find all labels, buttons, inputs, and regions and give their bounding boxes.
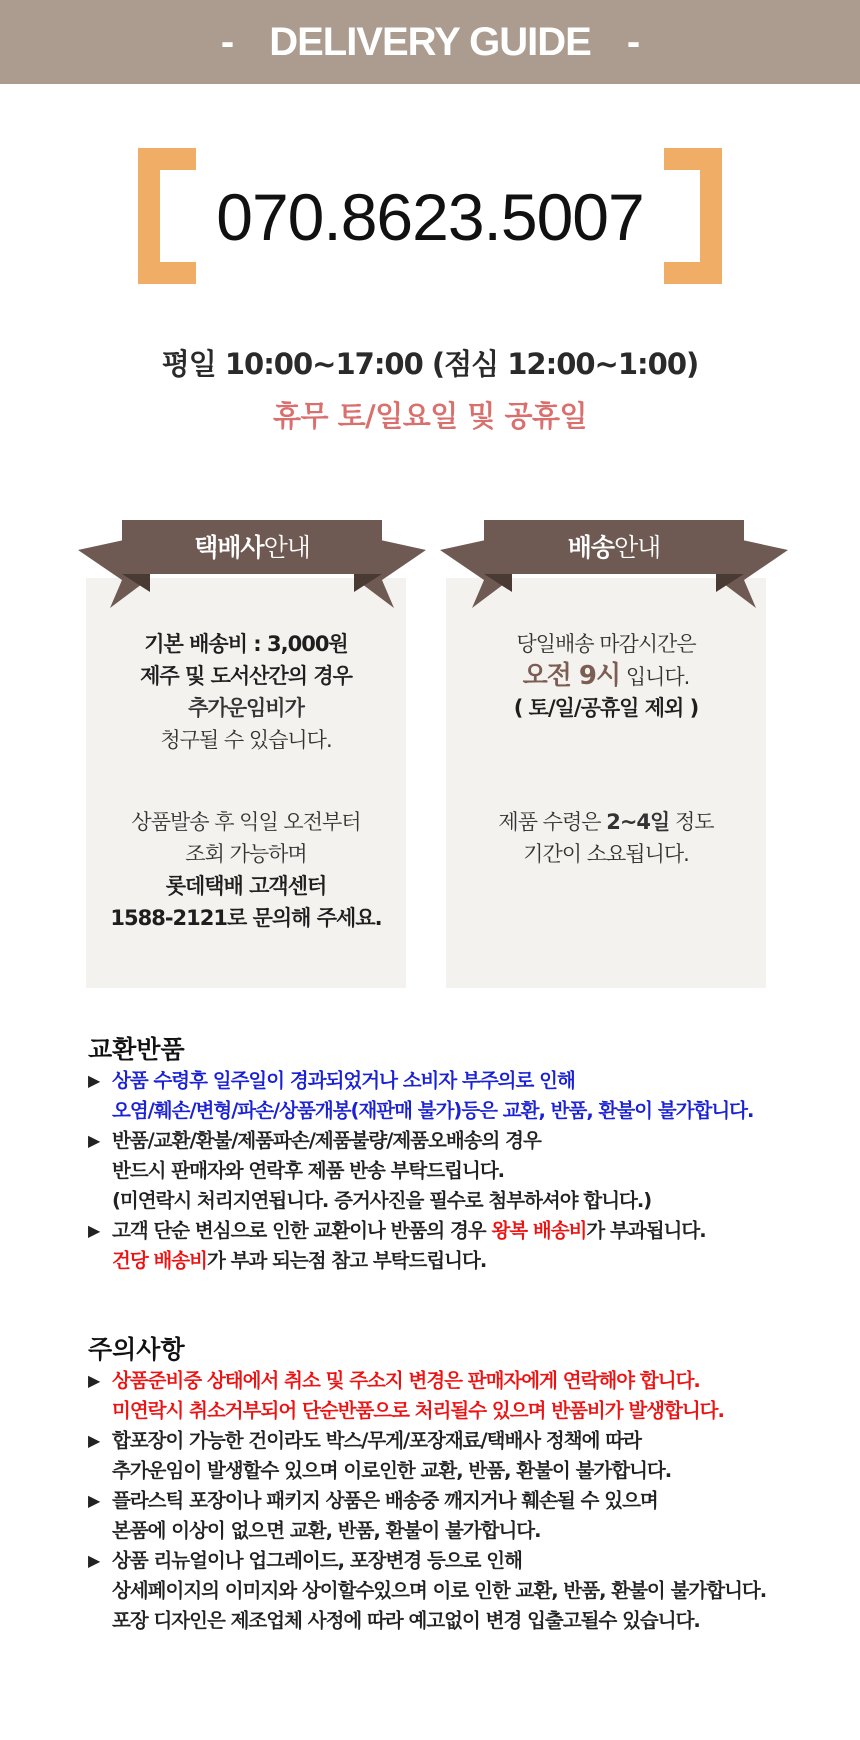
bracket-left [138, 148, 196, 284]
courier-contact: 1588-2121로 문의해 주세요. [110, 906, 382, 930]
ribbon-shape [432, 508, 796, 626]
courier-info-panel [86, 578, 406, 988]
caution-item-2-line-1: 합포장이 가능한 건이라도 박스/무게/포장재료/택배사 정책에 따라 [112, 1429, 641, 1452]
island-fee-line: 제주 및 도서산간의 경우 [140, 664, 352, 688]
exchange-item-2-line-1: 반품/교환/환불/제품파손/제품불량/제품오배송의 경우 [112, 1129, 541, 1152]
courier-ribbon-bold: 택배사 [194, 533, 264, 562]
shipping-ribbon-bold: 배송 [567, 533, 614, 562]
courier-center: 롯데택배 고객센터 [165, 874, 327, 898]
round-trip-fee: 왕복 배송비 [491, 1219, 587, 1242]
delivery-suffix: 정도 [675, 810, 714, 834]
exchange-item-2-line-2: 반드시 판매자와 연락후 제품 반송 부탁드립니다. [112, 1159, 505, 1182]
shipping-info-panel [446, 578, 766, 988]
header-title: DELIVERY GUIDE [269, 19, 591, 64]
bullet-arrow-icon: ▶ [88, 1131, 100, 1150]
delivery-guide-header [0, 0, 860, 84]
courier-ribbon-rest: 안내 [263, 533, 310, 562]
base-fee: 기본 배송비 : 3,000원 [144, 632, 348, 656]
courier-ribbon [70, 508, 434, 626]
exchange-item-3 [88, 1216, 848, 1276]
exchange-item-3-text: 고객 단순 변심으로 인한 교환이나 반품의 경우 [112, 1219, 486, 1242]
bullet-arrow-icon: ▶ [88, 1551, 100, 1570]
header-dash-left: - [220, 19, 234, 64]
bullet-arrow-icon: ▶ [88, 1431, 100, 1450]
bullet-arrow-icon: ▶ [88, 1371, 100, 1390]
shipping-ribbon-label [432, 528, 796, 564]
cutoff-time: 오전 9시 [522, 661, 621, 691]
caution-item-4-line-1: 상품 리뉴얼이나 업그레이드, 포장변경 등으로 인해 [112, 1549, 522, 1572]
extra-fee-bold: 추가운임비가 [188, 696, 304, 720]
caution-item-1-line-2: 미연락시 취소거부되어 단순반품으로 처리될수 있으며 반품비가 발생합니다. [112, 1399, 724, 1422]
caution-title: 주의사항 [88, 1335, 185, 1364]
caution-item-2 [88, 1426, 848, 1486]
exchange-item-3-line-2 [88, 1246, 848, 1276]
exchange-item-1-line-2: 오염/훼손/변형/파손/상품개봉(재판매 불가)등은 교환, 반품, 환불이 불가합니다. [112, 1099, 754, 1122]
exchange-item-3-suffix: 가 부과됩니다. [586, 1219, 706, 1242]
caution-item-4-line-3: 포장 디자인은 제조업체 사정에 따라 예고없이 변경 입출고될수 있습니다. [112, 1609, 700, 1632]
caution-item-3-line-1: 플라스틱 포장이나 패키지 상품은 배송중 깨지거나 훼손될 수 있으며 [112, 1489, 658, 1512]
header-dash-right: - [626, 19, 640, 64]
caution-item-4 [88, 1546, 848, 1636]
delivery-period-line-2: 기간이 소요됩니다. [523, 842, 689, 866]
tracking-line-1: 상품발송 후 익일 오전부터 [131, 810, 361, 834]
shipping-ribbon-rest: 안내 [614, 533, 661, 562]
ribbon-shape [70, 508, 434, 626]
bullet-arrow-icon: ▶ [88, 1221, 100, 1240]
courier-ribbon-label [70, 528, 434, 564]
caution-item-3-line-2: 본품에 이상이 없으면 교환, 반품, 환불이 불가합니다. [112, 1519, 541, 1542]
delivery-prefix: 제품 수령은 [498, 810, 601, 834]
holiday-notice: 휴무 토/일요일 및 공휴일 [272, 399, 588, 433]
exchange-item-2-line-3: (미연락시 처리지연됩니다. 증거사진을 필수로 첨부하셔야 합니다.) [112, 1189, 652, 1212]
delivery-days: 2~4일 [606, 810, 670, 834]
exchange-item-2 [88, 1126, 848, 1216]
cutoff-line: 당일배송 마감시간은 [516, 632, 696, 656]
extra-fee-line [86, 692, 406, 724]
tracking-line-2: 조회 가능하며 [185, 842, 307, 866]
business-hours: 평일 10:00~17:00 (점심 12:00~1:00) [161, 347, 699, 381]
exchange-item-1 [88, 1066, 848, 1126]
cutoff-time-line [446, 660, 766, 693]
exchange-item-3-line-1 [88, 1216, 848, 1246]
bullet-arrow-icon: ▶ [88, 1071, 100, 1090]
bullet-arrow-icon: ▶ [88, 1491, 100, 1510]
cutoff-suffix: 입니다. [625, 665, 690, 689]
caution-item-3 [88, 1486, 848, 1546]
caution-item-1-line-1: 상품준비중 상태에서 취소 및 주소지 변경은 판매자에게 연락해야 합니다. [112, 1369, 700, 1392]
exchange-item-1-line-1: 상품 수령후 일주일이 경과되었거나 소비자 부주의로 인해 [112, 1069, 575, 1092]
phone-number[interactable]: 070.8623.5007 [216, 180, 644, 254]
exchange-title: 교환반품 [88, 1035, 185, 1064]
excluded-days: ( 토/일/공휴일 제외 ) [513, 696, 699, 720]
charged-line: 청구될 수 있습니다. [160, 728, 332, 752]
exchange-item-3-note: 가 부과 되는점 참고 부탁드립니다. [206, 1249, 487, 1272]
caution-item-4-line-2: 상세페이지의 이미지와 상이할수있으며 이로 인한 교환, 반품, 환불이 불가합니다. [112, 1579, 767, 1602]
per-case-fee: 건당 배송비 [112, 1249, 207, 1272]
bracket-right [664, 148, 722, 284]
delivery-period-line [446, 806, 766, 838]
caution-item-1 [88, 1366, 848, 1426]
caution-item-2-line-2: 추가운임이 발생할수 있으며 이로인한 교환, 반품, 환불이 불가합니다. [112, 1459, 672, 1482]
shipping-ribbon [432, 508, 796, 626]
